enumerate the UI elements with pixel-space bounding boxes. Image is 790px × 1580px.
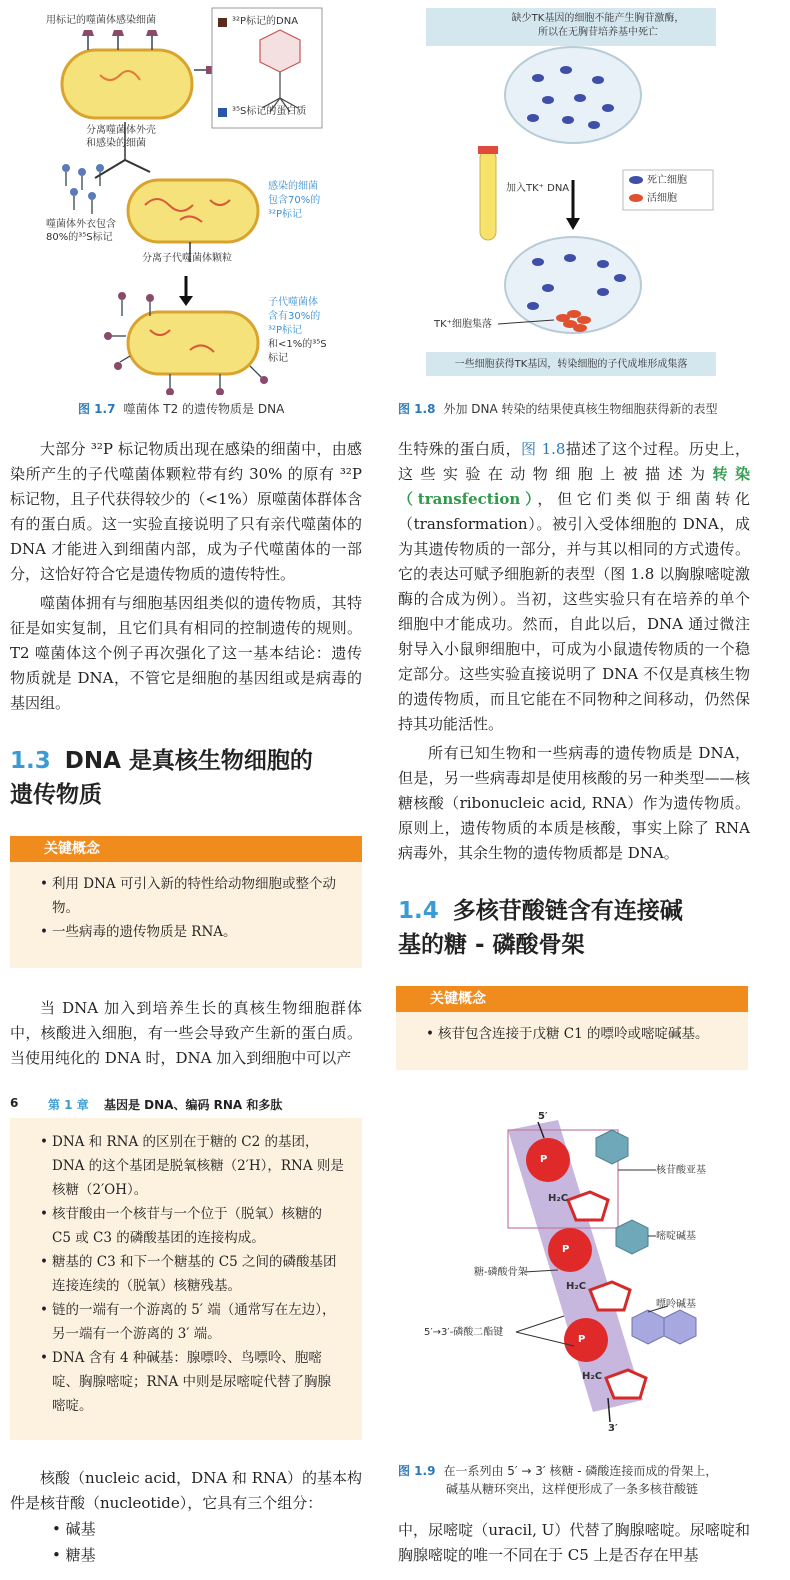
section-title-line-1: DNA 是真核生物细胞的 (64, 748, 313, 774)
text-run: ，但它们类似于细菌转化（transformation）。被引入受体细胞的 DNA，成为其遗传物质的一部分，并与其以相同的方式遗传。它的表达可赋予细胞新的表型（图 1.8 以胸腺嘧啶激酶的合成为例）。当初，这些实验只有在培养的单个细胞中才能成功。然而，自此以后，DNA 通过微注射导入小鼠卵细胞中，可成为小鼠遗传物质的一个稳定部分。这些实验直接说明了 DNA 不仅是真核生物的遗传物质，而且它能在不同物种之间移动，仍然保持其功能活性。 (398, 490, 750, 733)
fig18-legend-dead: 死亡细胞 (647, 175, 687, 186)
figure-1-9-caption (398, 1462, 768, 1498)
fig17-label-progeny-1: 子代噬菌体 (268, 297, 318, 308)
figure-1-7-illustration (0, 0, 395, 395)
fig19-label-5prime: 5′ (538, 1111, 548, 1122)
figure-1-8 (398, 0, 790, 395)
key-concept-item: • 一些病毒的遗传物质是 RNA。 (40, 920, 344, 944)
bullet-base: • 碱基 (52, 1520, 96, 1538)
left-paragraph-2: 噬菌体拥有与细胞基因组类似的遗传物质，其特征是如实复制，且它们具有相同的控制遗传的规则。T2 噬菌体这个例子再次强化了这一基本结论：遗传物质就是 DNA，不管它是细胞的基因组或是病毒的基因组。 (10, 594, 362, 712)
chapter-title: 基因是 DNA、编码 RNA 和多肽 (104, 1098, 283, 1112)
term-transfection: 转染（transfection） (398, 465, 750, 508)
fig19-h2c-2: H₂C (566, 1281, 587, 1292)
fig17-label-progeny-separate: 分离子代噬菌体颗粒 (142, 253, 232, 264)
figure-1-7 (0, 0, 395, 395)
section-1-3-heading (10, 744, 370, 812)
chapter-label: 第 1 章 (48, 1098, 89, 1112)
key-concepts-box-1-4 (396, 986, 748, 1070)
fig17-label-infected-2: 包含70%的 (268, 195, 321, 206)
fig17-label-separate-2: 和感染的细菌 (86, 138, 146, 149)
fig19-h2c-1: H₂C (548, 1193, 569, 1204)
fig17-label-coat-1: 噬菌体外衣包含 (46, 219, 116, 230)
fig17-label-progeny-5: 标记 (268, 353, 288, 364)
fig18-label-add-dna: 加入TK⁺ DNA (506, 183, 570, 194)
key-concept-item: • DNA 含有 4 种碱基：腺嘌呤、鸟嘌呤、胞嘧啶、胸腺嘧啶；RNA 中则是尿嘧啶代替了胸腺嘧啶。 (40, 1346, 344, 1418)
fig17-legend-p32: ³²P标记的DNA (232, 16, 299, 27)
fig18-banner-bottom: 一些细胞获得TK基因，转染细胞的子代成堆形成集落 (454, 359, 688, 370)
fig18-banner-top-1: 缺少TK基因的细胞不能产生胸苷激酶， (511, 13, 685, 24)
figure-1-8-caption (398, 400, 718, 417)
figure-1-8-illustration (398, 0, 790, 395)
section-title-line-2: 遗传物质 (10, 782, 102, 808)
key-concepts-box-page6 (10, 1118, 362, 1440)
left-paragraph-3: 当 DNA 加入到培养生长的真核生物细胞群体中，核酸进入细胞，有一些会导致产生新的蛋白质。当使用纯化的 DNA 时，DNA 加入到细胞中可以产 (10, 999, 362, 1067)
figure-1-9 (398, 1100, 790, 1440)
fig17-label-separate-1: 分离噬菌体外壳 (86, 125, 156, 136)
figure-1-9-illustration (398, 1100, 790, 1440)
fig17-label-coat-2: 80%的³⁵S标记 (46, 232, 113, 243)
fig19-label-pyrimidine: 嘧啶碱基 (656, 1231, 696, 1242)
bullet-sugar: • 糖基 (52, 1546, 96, 1564)
fig17-legend-s35: ³⁵S标记的蛋白质 (232, 106, 307, 117)
key-concepts-box-1-3 (10, 836, 362, 968)
fig19-label-phosphodiester: 5′→3′-磷酸二酯键 (424, 1327, 504, 1338)
key-concept-item: • 链的一端有一个游离的 5′ 端（通常写在左边），另一端有一个游离的 3′ 端。 (40, 1298, 344, 1346)
key-concept-item: • 核苷酸由一个核苷与一个位于（脱氧）核糖的 C5 或 C3 的磷酸基团的连接构成。 (40, 1202, 344, 1250)
fig19-label-purine: 嘌呤碱基 (656, 1299, 696, 1310)
right-paragraph-1 (398, 437, 750, 737)
fig19-h2c-3: H₂C (582, 1371, 603, 1382)
bullet-text: 糖基 (65, 1546, 96, 1564)
fig17-label-progeny-3: ³²P标记 (268, 325, 303, 336)
bullet-text: 碱基 (65, 1520, 96, 1538)
key-concepts-header: 关键概念 (10, 836, 362, 862)
section-number: 1.4 (398, 898, 439, 924)
caption-line-2: 碱基从糖环突出，这样便形成了一条多核苷酸链 (446, 1482, 699, 1496)
fig17-label-infected-3: ³²P标记 (268, 209, 303, 220)
section-title-line-1: 多核苷酸链含有连接碱 (452, 898, 683, 924)
caption-text: 噬菌体 T2 的遗传物质是 DNA (123, 402, 285, 416)
right-paragraph-2: 所有已知生物和一些病毒的遗传物质是 DNA，但是，另一些病毒却是使用核酸的另一种类型——核糖核酸（ribonucleic acid, RNA）作为遗传物质。原则上，遗传物质的本质是核酸，事实上除了 RNA 病毒外，其余生物的遗传物质都是 DNA。 (398, 744, 750, 862)
fig19-phosphate-p-3: P (578, 1334, 586, 1345)
figure-1-7-caption (78, 400, 284, 417)
key-concepts-list (10, 1118, 362, 1430)
key-concept-item: • 核苷包含连接于戊糖 C1 的嘌呤或嘧啶碱基。 (426, 1022, 730, 1046)
key-concepts-list (396, 1012, 748, 1058)
key-concept-item: • 糖基的 C3 和下一个糖基的 C5 之间的磷酸基团连接连续的（脱氧）核糖残基。 (40, 1250, 344, 1298)
fig19-phosphate-p-2: P (562, 1244, 570, 1255)
key-concept-item: • DNA 和 RNA 的区别在于糖的 C2 的基团，DNA 的这个基团是脱氧核糖（2′H），RNA 则是核糖（2′OH）。 (40, 1130, 344, 1202)
fig18-banner-top-2: 所以在无胸苷培养基中死亡 (538, 27, 658, 38)
caption-line-1: 在一系列由 5′ → 3′ 核糖 - 磷酸连接而成的骨架上， (443, 1464, 718, 1478)
caption-figure-number: 图 1.9 (398, 1464, 436, 1478)
text-run: 生特殊的蛋白质， (398, 440, 522, 458)
page-number: 6 (10, 1096, 19, 1110)
caption-figure-number: 图 1.7 (78, 402, 116, 416)
fig17-label-progeny-4: 和<1%的³⁵S (268, 339, 327, 350)
left-paragraph-1: 大部分 ³²P 标记物质出现在感染的细菌中，由感染所产生的子代噬菌体颗粒带有约 30% 的原有 ³²P 标记物，且子代获得较少的（<1%）原噬菌体群体含有的蛋白质。这一实验直接说明了只有亲代噬菌体的 DNA 才能进入到细菌内部，成为子代噬菌体的一部分，这恰好符合它是遗传物质的遗传特性。 (10, 440, 362, 583)
fig17-label-infected-1: 感染的细菌 (268, 181, 318, 192)
key-concepts-list (10, 862, 362, 956)
fig17-label-infect: 用标记的噬菌体感染细菌 (46, 15, 156, 26)
text-run: 描述了这个过程。历史上，这些实验在动物细胞上被描述为 (398, 440, 750, 483)
section-1-4-heading (398, 894, 758, 962)
fig17-label-progeny-2: 含有30%的 (268, 311, 321, 322)
section-number: 1.3 (10, 748, 51, 774)
key-concept-item: • 利用 DNA 可引入新的特性给动物细胞或整个动物。 (40, 872, 344, 920)
fig19-phosphate-p-1: P (540, 1154, 548, 1165)
fig18-legend-live: 活细胞 (647, 193, 677, 204)
caption-text: 外加 DNA 转染的结果使真核生物细胞获得新的表型 (443, 402, 718, 416)
figure-1-8-link[interactable]: 图 1.8 (521, 440, 566, 458)
key-concepts-header: 关键概念 (396, 986, 748, 1012)
fig19-label-3prime: 3′ (608, 1423, 618, 1434)
section-title-line-2: 基的糖 - 磷酸骨架 (398, 932, 585, 958)
caption-figure-number: 图 1.8 (398, 402, 436, 416)
fig19-label-backbone: 糖-磷酸骨架 (474, 1267, 528, 1278)
fig18-label-colony: TK⁺细胞集落 (434, 319, 492, 330)
page6-paragraph-1: 核酸（nucleic acid，DNA 和 RNA）的基本构件是核苷酸（nucleotide），它具有三个组分： (10, 1469, 362, 1512)
fig19-label-nucleotide-subunit: 核苷酸亚基 (656, 1165, 706, 1176)
page6-right-paragraph: 中，尿嘧啶（uracil, U）代替了胸腺嘧啶。尿嘧啶和胸腺嘧啶的唯一不同在于 C5 上是否存在甲基 (398, 1521, 750, 1564)
